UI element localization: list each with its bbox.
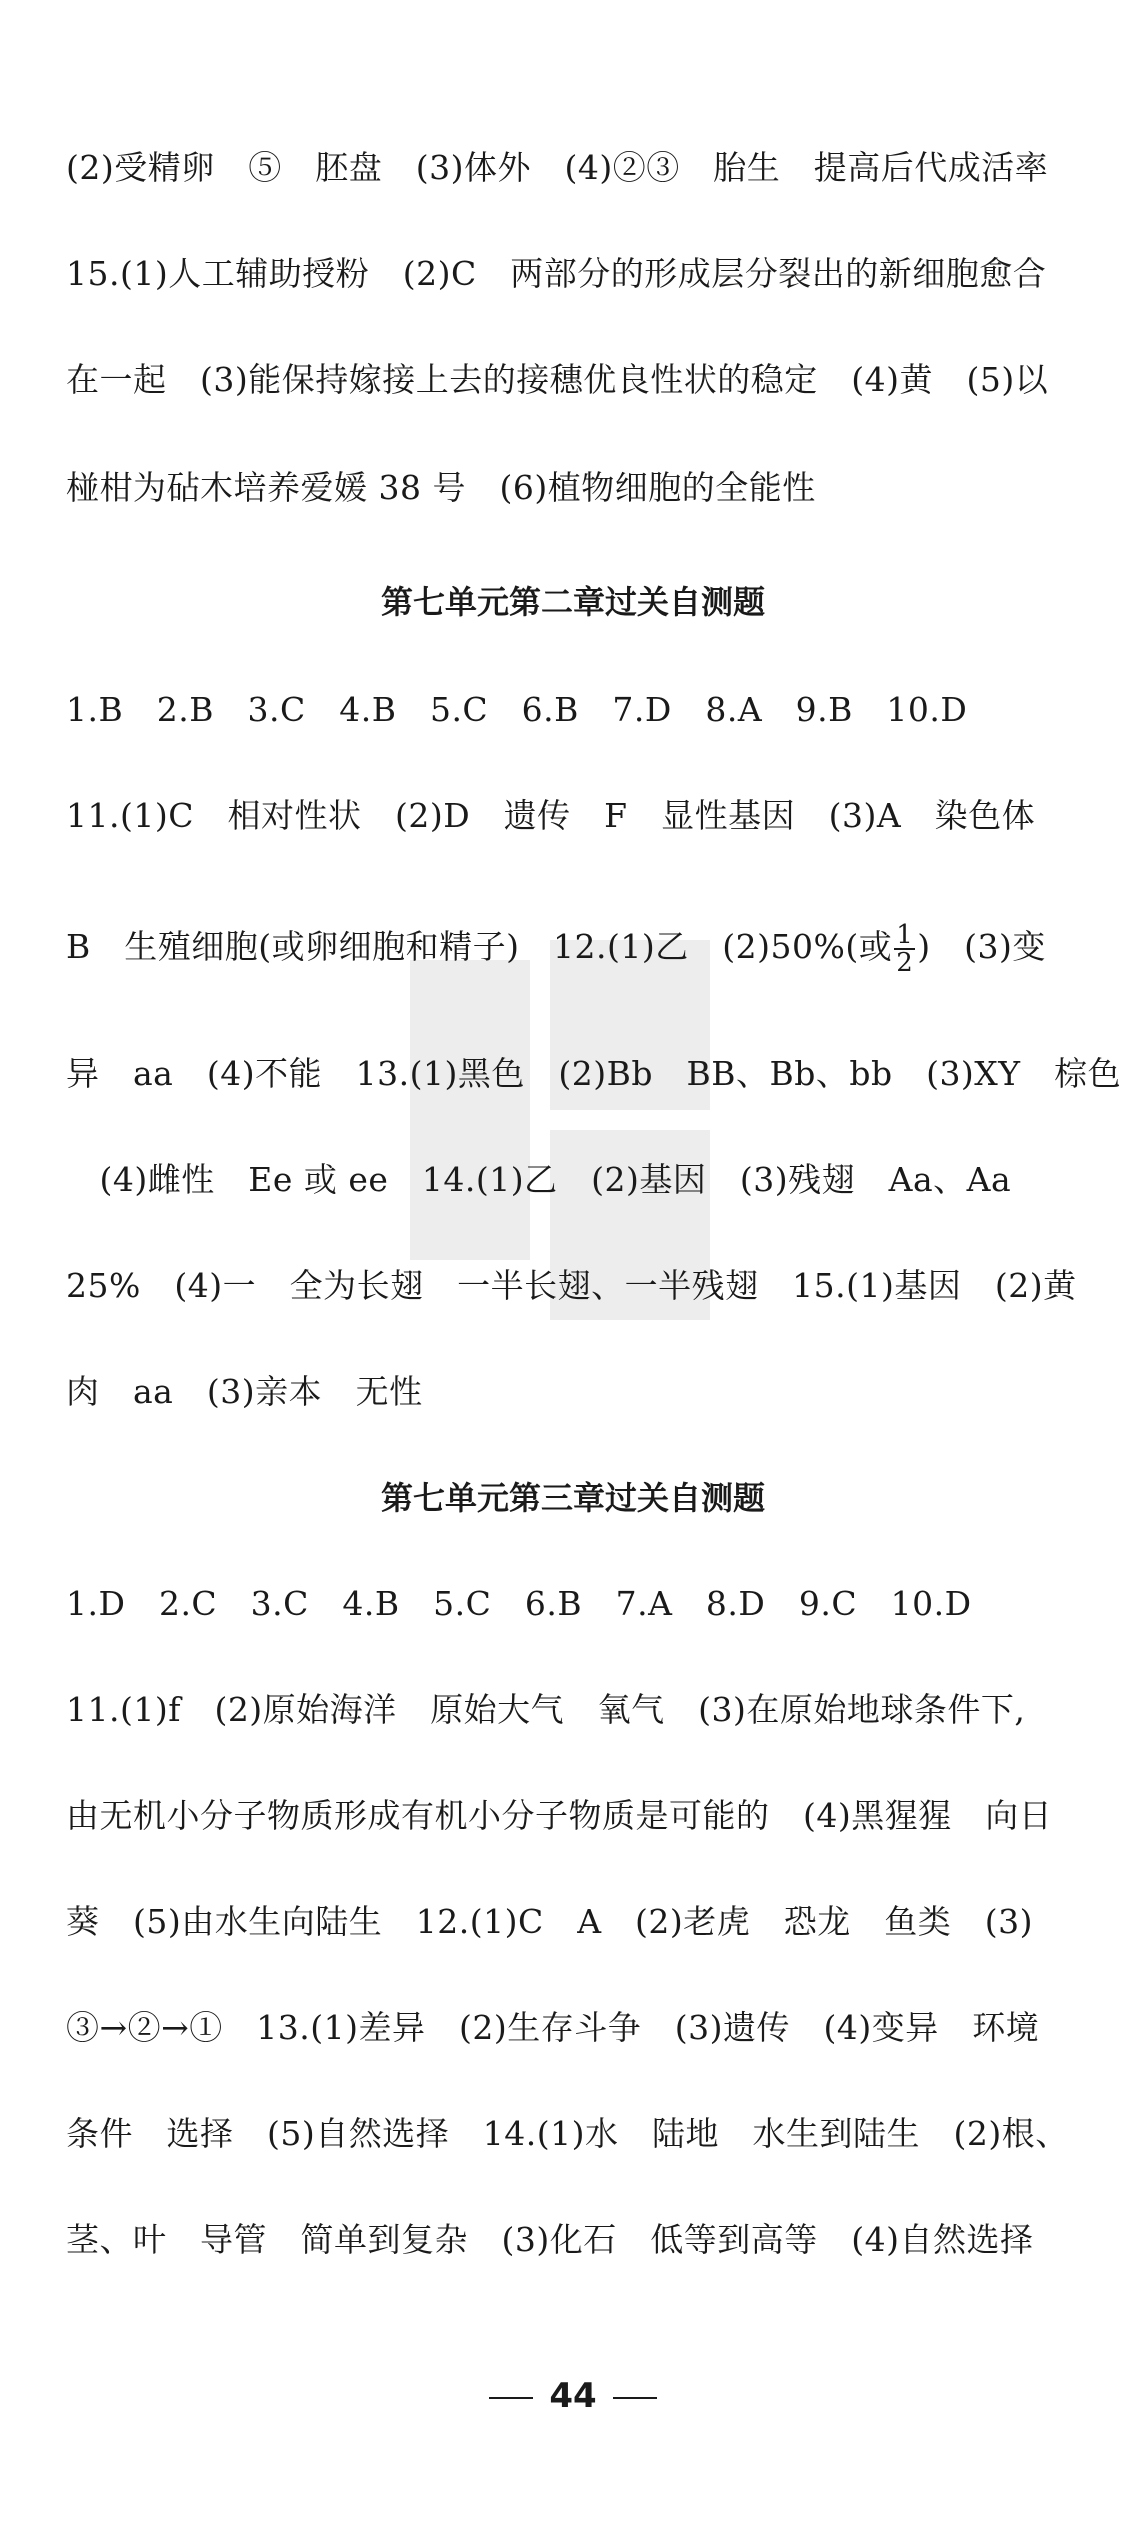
answer-line: 条件 选择 (5)自然选择 14.(1)水 陆地 水生到陆生 (2)根、 [66,2114,1069,2153]
answer-line: 由无机小分子物质形成有机小分子物质是可能的 (4)黑猩猩 向日 [66,1796,1053,1835]
section-heading-chapter-3: 第七单元第三章过关自测题 [380,1479,765,1517]
footer-rule-left [489,2397,533,2399]
watermark-seal [400,940,720,1320]
section-heading-chapter-2: 第七单元第二章过关自测题 [380,583,765,621]
page-number-footer [0,2376,1146,2416]
answer-line: (2)受精卵 ⑤ 胚盘 (3)体外 (4)②③ 胎生 提高后代成活率 [66,148,1049,187]
answer-line: (4)雌性 Ee 或 ee 14.(1)乙 (2)基因 (3)残翅 Aa、Aa [66,1160,1012,1199]
answer-line: 1.D 2.C 3.C 4.B 5.C 6.B 7.A 8.D 9.C 10.D [66,1584,972,1623]
answer-line: 椪柑为砧木培养爱媛 38 号 (6)植物细胞的全能性 [66,468,816,507]
fraction [894,922,915,976]
answer-line: 11.(1)C 相对性状 (2)D 遗传 F 显性基因 (3)A 染色体 [66,796,1036,835]
answer-line: 15.(1)人工辅助授粉 (2)C 两部分的形成层分裂出的新细胞愈合 [66,254,1047,293]
fraction-numerator: 1 [896,920,914,950]
answer-line: 茎、叶 导管 简单到复杂 (3)化石 低等到高等 (4)自然选择 [66,2220,1034,2259]
answer-line: 肉 aa (3)亲本 无性 [66,1372,423,1411]
answer-line-with-fraction [66,922,1066,976]
answer-line: 葵 (5)由水生向陆生 12.(1)C A (2)老虎 恐龙 鱼类 (3) [66,1902,1034,1941]
page-number: 44 [549,2376,597,2416]
answer-line: 异 aa (4)不能 13.(1)黑色 (2)Bb BB、Bb、bb (3)XY 棕色 [66,1054,1122,1093]
answer-text: B 生殖细胞(或卵细胞和精子) 12.(1)乙 (2)50%(或 [66,927,893,966]
fraction-denominator: 2 [896,948,914,978]
footer-rule-right [613,2397,657,2399]
answer-line: 在一起 (3)能保持嫁接上去的接穗优良性状的稳定 (4)黄 (5)以 [66,360,1049,399]
answer-line: 25% (4)一 全为长翅 一半长翅、一半残翅 15.(1)基因 (2)黄 [66,1266,1077,1305]
answer-text: ) (3)变 [917,927,1046,966]
answer-line: 1.B 2.B 3.C 4.B 5.C 6.B 7.D 8.A 9.B 10.D [66,690,968,729]
answer-line: ③→②→① 13.(1)差异 (2)生存斗争 (3)遗传 (4)变异 环境 [66,2008,1040,2047]
answer-line: 11.(1)f (2)原始海洋 原始大气 氧气 (3)在原始地球条件下, [66,1690,1026,1729]
